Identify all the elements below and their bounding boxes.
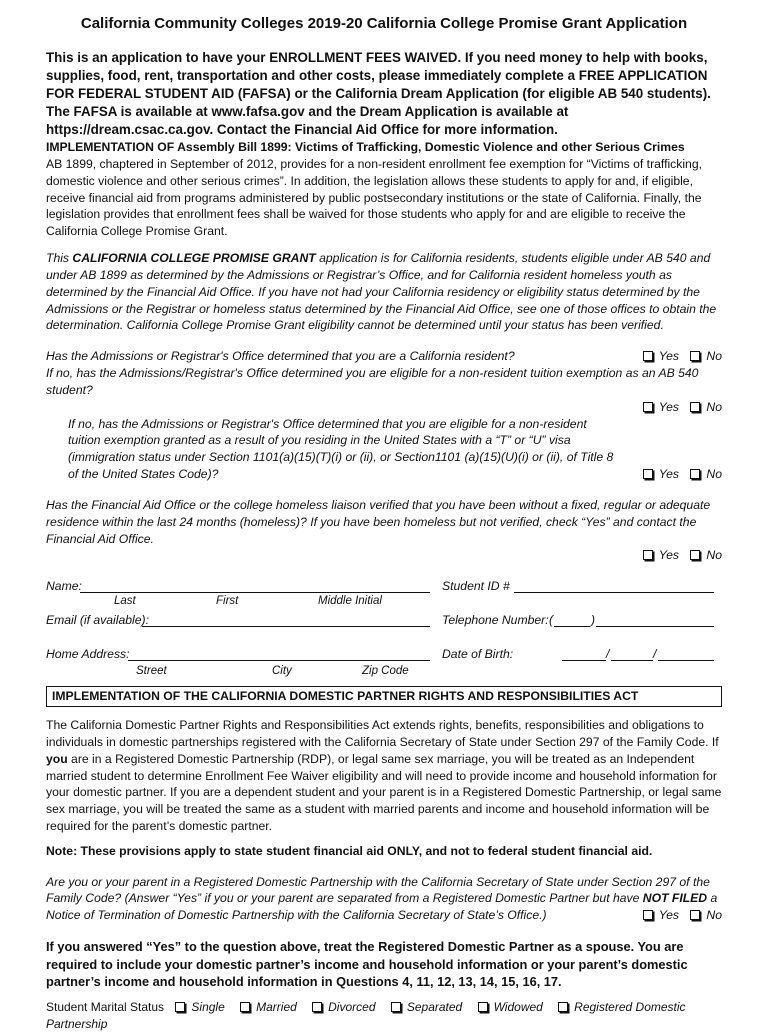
tel-close-paren: ) [591, 613, 596, 628]
checkbox-yes-visa[interactable] [643, 469, 653, 479]
no-label: No [706, 548, 722, 563]
question-rdp-emphasis: NOT FILED [642, 891, 708, 906]
yes-label: Yes [658, 399, 680, 414]
option-married: Married [256, 1000, 297, 1015]
question-residency-text: Has the Admissions or Registrar's Office determined that you are a California resident? [46, 349, 515, 364]
email-input[interactable] [142, 612, 430, 627]
option-registered-domestic-partnership: Registered Domestic Partnership [46, 1000, 686, 1031]
option-divorced: Divorced [328, 1000, 376, 1015]
ab1899-heading: IMPLEMENTATION OF Assembly Bill 1899: Victims of Trafficking, Domestic Violence and other Serious Crimes [46, 140, 685, 155]
checkbox-yes-ab540[interactable] [643, 402, 653, 412]
yes-label: Yes [658, 467, 680, 482]
street-label: Street [136, 665, 167, 678]
dob-year-input[interactable] [658, 646, 714, 661]
telephone-input[interactable] [596, 612, 714, 627]
home-address-input[interactable] [128, 646, 430, 661]
dob-label: Date of Birth: [442, 647, 514, 662]
checkbox-widowed[interactable] [478, 1002, 488, 1012]
checkbox-no-rdp[interactable] [690, 910, 700, 920]
tel-open-paren: ( [549, 613, 554, 628]
grant-paragraph [46, 250, 722, 334]
yes-no-homeless [46, 547, 722, 564]
question-rdp [46, 874, 722, 924]
rdp-note: Note: These provisions apply to state student financial aid ONLY, and not to federal student financial aid. [46, 843, 653, 858]
checkbox-no-ab540[interactable] [690, 402, 700, 412]
checkbox-married[interactable] [240, 1002, 250, 1012]
yes-no-residency [635, 348, 722, 365]
name-row [46, 578, 722, 612]
first-label: First [216, 595, 239, 608]
checkbox-rdp[interactable] [558, 1002, 568, 1012]
yes-no-ab540 [46, 399, 722, 416]
checkbox-yes-rdp[interactable] [643, 910, 653, 920]
student-id-label: Student ID # [442, 579, 510, 594]
dob-month-input[interactable] [562, 646, 606, 661]
email-label: Email (if available): [46, 613, 149, 628]
rdp-body-b: are in a Registered Domestic Partnership (RDP), or legal same sex marriage, you will be treated as an Independent married student to determine Enrollment Fee Waiver eligibility and will need to provide income and household information for your domestic partner. If you are a dependent student and your parent is in a Registered Domestic Partnership, or legal same sex marriage, you will be treated the same as a student with married parents and income and household information will be required for the parent’s domestic partner. [46, 751, 722, 833]
ab1899-body: AB 1899, chaptered in September of 2012, provides for a non-resident enrollment fee exemption for “Victims of trafficking, domestic violence and other serious crimes”. In addition, the legislation allows these students to apply for and, if eligible, receive financial aid from programs administered by public postsecondary institutions or the state of California. Finally, the legislation provides that enrollment fees shall be waived for those students who apply for and are eligible to receive the California College Promise Grant. [46, 156, 703, 239]
telephone-label: Telephone Number: [442, 613, 549, 628]
checkbox-divorced[interactable] [312, 1002, 322, 1012]
no-label: No [706, 349, 722, 364]
marital-status-label: Student Marital Status [46, 1000, 165, 1015]
yes-label: Yes [658, 349, 680, 364]
last-label: Last [114, 595, 136, 608]
student-id-input[interactable] [514, 578, 714, 593]
rdp-body-you: you [46, 751, 68, 766]
option-single: Single [191, 1000, 225, 1015]
checkbox-yes-homeless[interactable] [643, 550, 653, 560]
no-label: No [706, 467, 722, 482]
grant-emphasis: CALIFORNIA COLLEGE PROMISE GRANT [72, 251, 316, 266]
checkbox-yes-residency[interactable] [643, 351, 653, 361]
yes-no-visa [635, 466, 722, 483]
question-ab540: If no, has the Admissions/Registrar's Office determined you are eligible for a non-resident tuition exemption as an AB 540 student? [46, 366, 699, 397]
rdp-body [46, 717, 722, 835]
question-visa [46, 416, 722, 483]
grant-rest: application is for California residents, students eligible under AB 540 and under AB 1899 as determined by the Admissions or Registrar’s Office, and for California resident homeless youth as determined by the Financial Aid Office. If you have not had your California residency or eligibility status determined by the Admissions or the Registrar or homeless status determined by the Financial Aid Office, see one of those offices to obtain the determination. California College Promise Grant eligibility cannot be determined until your status has been verified. [46, 251, 717, 333]
checkbox-no-residency[interactable] [690, 351, 700, 361]
rdp-if-yes: If you answered “Yes” to the question above, treat the Registered Domestic Partner as a spouse. You are required to include your domestic partner’s income and household information or your parent’s domestic partner’s income and household information in Questions 4, 11, 12, 13, 14, 15, 16, 17. [46, 939, 688, 990]
marital-status-row [46, 999, 722, 1032]
no-label: No [706, 399, 722, 414]
intro-paragraph: This is an application to have your ENROLLMENT FEES WAIVED. If you need money to help with books, supplies, food, rent, transportation and other costs, please immediately complete a FREE APPLICATION FOR FEDERAL STUDENT AID (FAFSA) or the California Dream Application (for eligible AB 540 students). The FAFSA is available at www.fafsa.gov and the Dream Application is available at https://dream.csac.ca.gov. Contact the Financial Aid Office for more information. [46, 49, 711, 138]
checkbox-separated[interactable] [391, 1002, 401, 1012]
dob-day-input[interactable] [611, 646, 653, 661]
option-widowed: Widowed [493, 1000, 543, 1015]
question-homeless: Has the Financial Aid Office or the college homeless liaison verified that you have been without a fixed, regular or adequate residence within the last 24 months (homeless)? If you have been homeless but not verified, check “Yes” and contact the Financial Aid Office. [46, 497, 711, 546]
area-code-input[interactable] [554, 612, 590, 627]
name-input[interactable] [80, 578, 430, 593]
grant-lead: This [46, 251, 73, 266]
application-page [46, 14, 722, 1032]
question-rdp-b: a Notice of Termination of Domestic Partnership with the California Secretary of State’s Office.) [46, 891, 718, 923]
email-row [46, 612, 722, 646]
city-label: City [272, 665, 292, 678]
checkbox-single[interactable] [175, 1002, 185, 1012]
dob-sep-2: / [653, 647, 657, 662]
checkbox-no-homeless[interactable] [690, 550, 700, 560]
yes-label: Yes [658, 548, 680, 563]
name-label: Name: [46, 579, 82, 594]
no-label: No [706, 908, 722, 923]
rdp-body-a: The California Domestic Partner Rights and Responsibilities Act extends rights, benefits, responsibilities and obligations to individuals in domestic partnerships registered with the California Secretary of State under Section 297 of the Family Code. If [46, 718, 719, 749]
option-separated: Separated [406, 1000, 463, 1015]
middle-initial-label: Middle Initial [318, 595, 382, 608]
rdp-heading: IMPLEMENTATION OF THE CALIFORNIA DOMESTIC PARTNER RIGHTS AND RESPONSIBILITIES ACT [46, 686, 722, 707]
question-rdp-a: Are you or your parent in a Registered Domestic Partnership with the California Secretary of State under Section 297 of the Family Code? (Answer “Yes” if you or your parent are separated from a Registered Domestic Partner but have [46, 874, 710, 906]
question-residency [46, 348, 722, 365]
question-visa-text: If no, has the Admissions or Registrar's Office determined that you are eligible for a non-resident tuition exemption granted as a result of you residing in the United States with a “T” or “U” visa (immigration status under Section 1101(a)(15)(T)(i) or (ii), or Section1101 (a)(15)(U)(i) or (ii), of Title 8 of the United States Code)? [68, 416, 614, 482]
yes-label: Yes [658, 908, 680, 923]
home-address-label: Home Address: [46, 647, 130, 662]
address-row [46, 646, 722, 686]
checkbox-no-visa[interactable] [690, 469, 700, 479]
zip-code-label: Zip Code [362, 665, 409, 678]
dob-sep-1: / [606, 647, 610, 662]
form-title: California Community Colleges 2019-20 California College Promise Grant Application [80, 15, 688, 32]
yes-no-rdp [635, 907, 722, 924]
